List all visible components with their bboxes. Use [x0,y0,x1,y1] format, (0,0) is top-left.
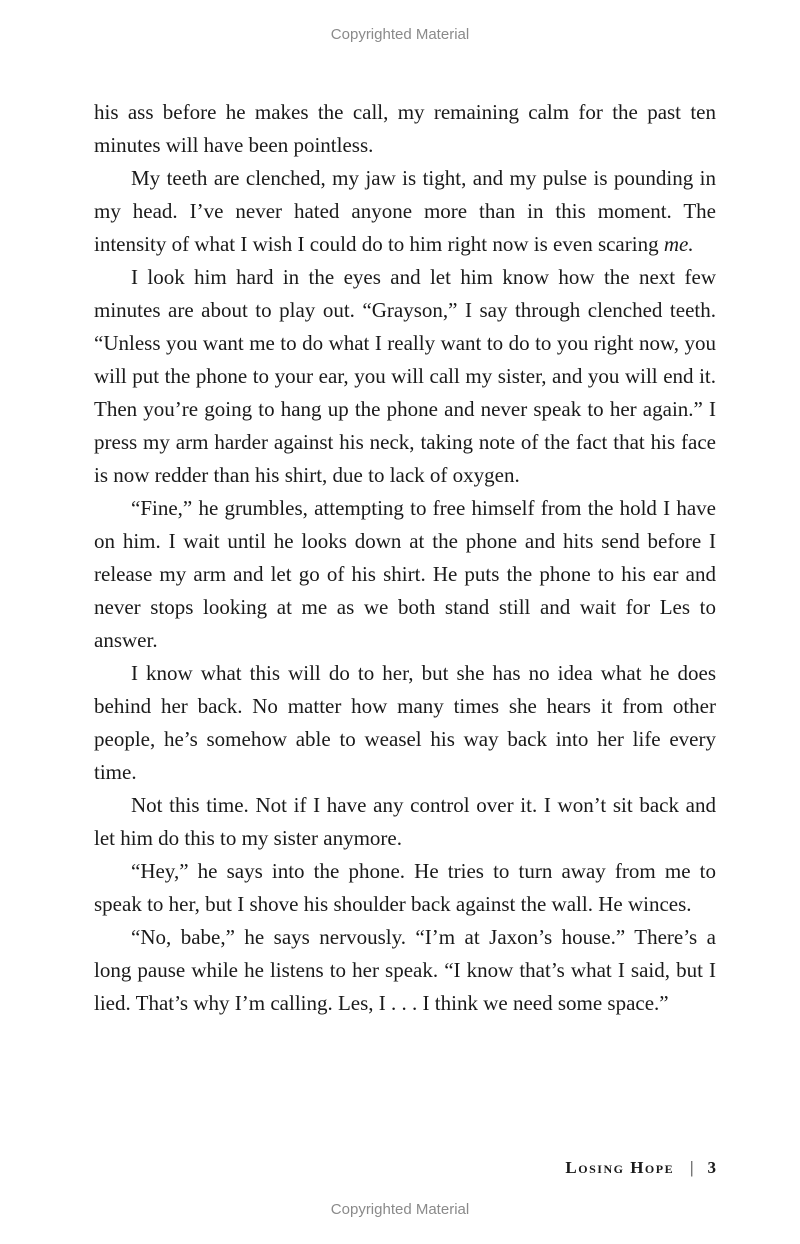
copyright-watermark-top: Copyrighted Material [330,26,470,43]
paragraph-1: his ass before he makes the call, my remaining calm for the past ten minutes will have been pointless. [94,100,716,157]
paragraph-7: “Hey,” he says into the phone. He tries to turn away from me to speak to her, but I shove his shoulder back against the wall. He winces. [94,859,716,916]
page-number: 3 [707,1158,716,1177]
paragraph-3: I look him hard in the eyes and let him know how the next few minutes are about to play out. “Grayson,” I say through clenched teeth. “Unless you want me to do what I really want to do to you right now, you will put the phone to your ear, you will call my sister, and you will end it. Then you’re going to hang up the phone and never speak to her again.” I press my arm harder against his neck, taking note of the fact that his face is now redder than his shirt, due to lack of oxygen. [94,265,716,487]
paragraph-5: I know what this will do to her, but she has no idea what he does behind her back. No matter how many times she hears it from other people, he’s somehow able to weasel his way back into her life every time. [94,661,716,784]
copyright-watermark-bottom: Copyrighted Material [330,1201,470,1218]
paragraph-6: Not this time. Not if I have any control over it. I won’t sit back and let him do this to my sister anymore. [94,793,716,850]
page-body [94,96,716,1020]
paragraph-2-emphasis: me. [663,232,694,256]
paragraph-2-text: My teeth are clenched, my jaw is tight, and my pulse is pounding in my head. I’ve never hated anyone more than in this moment. The intensity of what I wish I could do to him right now is even scaring [94,166,716,256]
footer-book-title: Losing Hope [565,1158,675,1177]
running-footer [565,1158,716,1178]
paragraph-2 [94,162,716,261]
paragraph-8: “No, babe,” he says nervously. “I’m at Jaxon’s house.” There’s a long pause while he listens to her speak. “I know that’s what I said, but I lied. That’s why I’m calling. Les, I . . . I think we need some space.” [94,925,716,1015]
paragraph-4: “Fine,” he grumbles, attempting to free himself from the hold I have on him. I wait until he looks down at the phone and hits send before I release my arm and let go of his shirt. He puts the phone to his ear and never stops looking at me as we both stand still and wait for Les to answer. [94,496,716,652]
footer-separator: | [690,1158,694,1177]
